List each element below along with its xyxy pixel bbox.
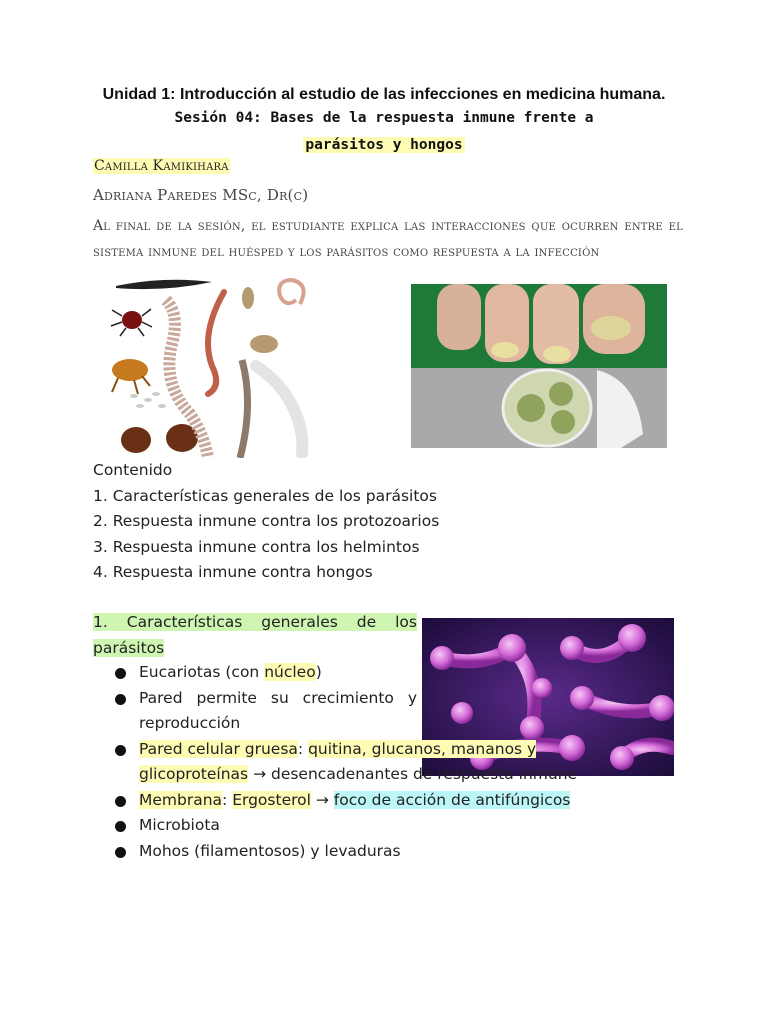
unit-title: Unidad 1: Introducción al estudio de las infecciones en medicina humana.: [102, 86, 666, 103]
teacher-name: Adriana Paredes MSc, Dr(c): [93, 186, 309, 204]
antifungal-target-highlight: foco de acción de antifúngicos: [333, 790, 571, 809]
contents-section: [93, 458, 439, 586]
bullet-microbiota: [112, 813, 637, 839]
session-subtitle: [0, 134, 768, 153]
contents-title: Contenido: [93, 461, 173, 479]
bullet-eukaryotes-close: ): [315, 663, 322, 681]
bullet-dot-icon: [115, 694, 126, 705]
session-title: Sesión 04: Bases de la respuesta inmune frente a: [174, 110, 594, 126]
bullet-eukaryotes: [112, 660, 637, 686]
fungal-infection-photo-svg: [411, 284, 667, 448]
bullet-microbiota-text: Microbiota: [139, 816, 220, 834]
bullet-dot-icon: [115, 745, 126, 756]
bullet-molds-yeasts: [112, 839, 637, 865]
bullet-dot-icon: [115, 668, 126, 679]
bullet-cell-wall: [112, 737, 637, 788]
bullet-membrane-arrow: →: [310, 790, 334, 809]
contents-item-1: 1. Características generales de los parásitos: [93, 486, 437, 505]
bullet-dot-icon: [115, 821, 126, 832]
parasites-illustration-svg: [104, 274, 310, 458]
wall-components-highlight: quitina, glucanos, mananos y glicoproteínas: [139, 739, 537, 783]
section-1-heading: [93, 610, 417, 661]
parasites-illustration: [104, 274, 310, 458]
membrane-highlight: Membrana: [139, 790, 223, 809]
bullet-molds-yeasts-text: Mohos (filamentosos) y levaduras: [139, 841, 401, 860]
contents-item-2: 2. Respuesta inmune contra los protozoarios: [93, 512, 440, 530]
bullet-eukaryotes-text: Eucariotas (con: [139, 663, 265, 681]
nucleus-highlight: núcleo: [264, 663, 316, 681]
student-name: Camilla Kamikihara: [94, 158, 229, 174]
bullet-membrane-colon: :: [222, 790, 233, 809]
learning-objective: Al final de la sesión, el estudiante explica las interacciones que ocurren entre el sistema inmune del huésped y los parásitos como respuesta a la infección: [93, 218, 683, 260]
section-1-heading-text: 1. Características generales de los parásitos: [93, 613, 417, 657]
fungal-infection-photo: [411, 284, 667, 448]
ergosterol-highlight: Ergosterol: [232, 790, 311, 809]
cell-wall-highlight: Pared celular gruesa: [139, 739, 298, 758]
bullet-cell-wall-colon: :: [297, 739, 309, 758]
session-subtitle-text: parásitos y hongos: [305, 137, 463, 153]
section-1-bullets: [112, 660, 637, 864]
bullet-wall-growth: [112, 686, 417, 737]
bullet-wall-growth-text: Pared permite su crecimiento y reproducción: [139, 688, 417, 732]
contents-item-4: 4. Respuesta inmune contra hongos: [93, 563, 373, 581]
bullet-dot-icon: [115, 847, 126, 858]
bullet-dot-icon: [115, 796, 126, 807]
bullet-cell-wall-tail: → desencadenantes de respuesta inmune: [248, 765, 578, 783]
contents-item-3: 3. Respuesta inmune contra los helmintos: [93, 537, 420, 556]
bullet-membrane: [112, 788, 637, 814]
